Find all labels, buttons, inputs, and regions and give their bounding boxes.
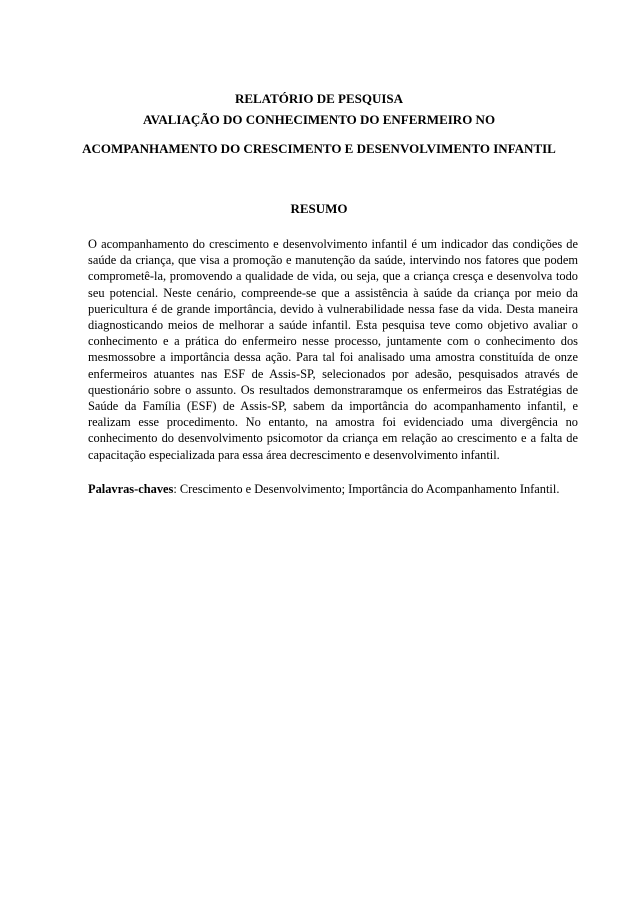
abstract-heading: RESUMO	[290, 201, 348, 216]
keywords-separator: :	[173, 482, 180, 496]
title-line-1: AVALIAÇÃO DO CONHECIMENTO DO ENFERMEIRO NO	[142, 112, 496, 127]
keywords-label: Palavras-chaves	[88, 482, 174, 496]
report-type-heading: RELATÓRIO DE PESQUISA	[234, 91, 404, 106]
keywords-text: Crescimento e Desenvolvimento; Importância do Acompanhamento Infantil.	[179, 482, 560, 496]
keywords-paragraph	[88, 481, 578, 497]
title-line-2: ACOMPANHAMENTO DO CRESCIMENTO E DESENVOLVIMENTO INFANTIL	[82, 141, 556, 156]
abstract-text: O acompanhamento do crescimento e desenvolvimento infantil é um indicador das condições de saúde da criança, que visa a promoção e manutenção da saúde, intervindo nos fatores que podem comprometê-la, promovendo a qualidade de vida, ou seja, que a criança cresça e desenvolva todo seu potencial. Neste cenário, compreende-se que a assistência à saúde da criança por meio da puericultura é de grande importância, devido à vulnerabilidade nessa fase da vida. Desta maneira diagnosticando meios de melhorar a saúde infantil. Esta pesquisa teve como objetivo avaliar o conhecimento e a prática do enfermeiro nesse processo, juntamente com o conhecimento dos mesmossobre a importância dessa ação. Para tal foi analisado uma amostra constituída de onze enfermeiros atuantes nas ESF de Assis-SP, selecionados por adesão, pesquisados através de questionário sobre o assunto. Os resultados demonstraramque os enfermeiros das Estratégias de Saúde da Família (ESF) de Assis-SP, sabem da importância do acompanhamento infantil, e realizam esse procedimento. No entanto, na amostra foi evidenciado uma divergência no conhecimento do desenvolvimento psicomotor da criança em relação ao crescimento e a falta de capacitação especializada para essa área decrescimento e desenvolvimento infantil.	[88, 237, 578, 462]
